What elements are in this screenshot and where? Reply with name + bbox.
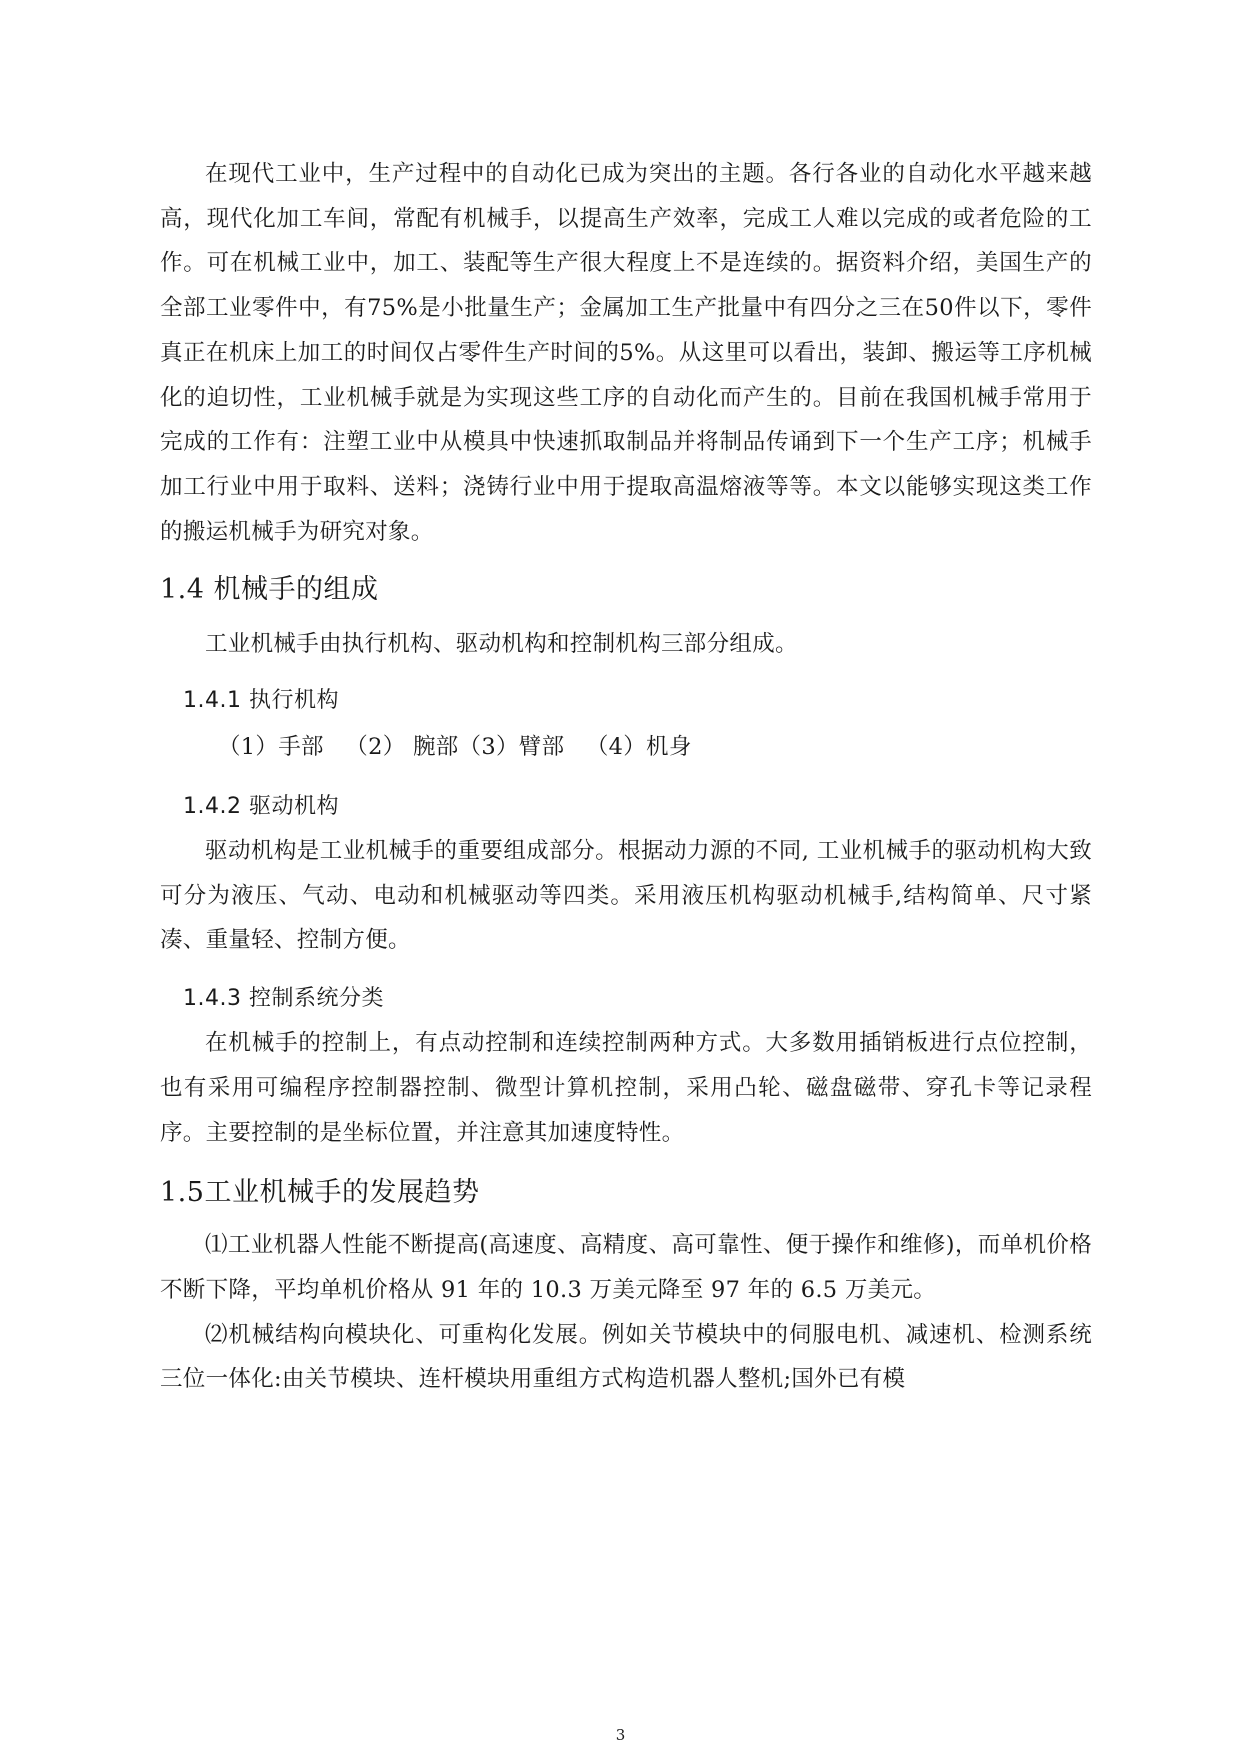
section-1-4-2-heading: 1.4.2 驱动机构 (183, 794, 339, 820)
item-wrist-arm: （2） 腕部（3）臂部 (345, 734, 565, 761)
section-1-5-paragraph-1: ⑴工业机器人性能不断提高(高速度、高精度、高可靠性、便于操作和维修)，而单机价格不断下降，平均单机价格从 91 年的 10.3 万美元降至 97 年的 6.5 万美元。 (160, 1232, 1092, 1303)
section-1-4-heading: 1.4 机械手的组成 (160, 574, 379, 606)
page-number: 3 (615, 1726, 626, 1744)
section-1-4-1-heading: 1.4.1 执行机构 (183, 688, 339, 714)
actuator-items (160, 725, 1092, 769)
section-1-4-3-heading: 1.4.3 控制系统分类 (183, 986, 384, 1012)
item-hand: （1）手部 (218, 734, 324, 761)
page-content (160, 152, 1092, 1402)
section-1-5-heading: 1.5工业机械手的发展趋势 (160, 1177, 480, 1209)
section-1-4-3-paragraph: 在机械手的控制上，有点动控制和连续控制两种方式。大多数用插销板进行点位控制，也有采用可编程序控制器控制、微型计算机控制，采用凸轮、磁盘磁带、穿孔卡等记录程序。主要控制的是坐标位置，并注意其加速度特性。 (160, 1030, 1092, 1146)
section-1-4-2-paragraph: 驱动机构是工业机械手的重要组成部分。根据动力源的不同, 工业机械手的驱动机构大致可分为液压、气动、电动和机械驱动等四类。采用液压机构驱动机械手,结构简单、尺寸紧凑、重量轻、控制方便。 (160, 838, 1092, 954)
item-body: （4）机身 (585, 734, 692, 761)
intro-paragraph: 在现代工业中，生产过程中的自动化已成为突出的主题。各行各业的自动化水平越来越高，现代化加工车间，常配有机械手，以提高生产效率，完成工人难以完成的或者危险的工作。可在机械工业中，加工、装配等生产很大程度上不是连续的。据资料介绍，美国生产的全部工业零件中，有75%是小批量生产；金属加工生产批量中有四分之三在50件以下，零件真正在机床上加工的时间仅占零件生产时间的5%。从这里可以看出，装卸、搬运等工序机械化的迫切性，工业机械手就是为实现这些工序的自动化而产生的。目前在我国机械手常用于完成的工作有：注塑工业中从模具中快速抓取制品并将制品传诵到下一个生产工序；机械手加工行业中用于取料、送料；浇铸行业中用于提取高温熔液等等。本文以能够实现这类工作的搬运机械手为研究对象。 (160, 161, 1092, 545)
section-1-4-paragraph: 工业机械手由执行机构、驱动机构和控制机构三部分组成。 (205, 631, 798, 658)
section-1-5-paragraph-2: ⑵机械结构向模块化、可重构化发展。例如关节模块中的伺服电机、减速机、检测系统三位一体化:由关节模块、连杆模块用重组方式构造机器人整机;国外已有模 (160, 1321, 1092, 1393)
